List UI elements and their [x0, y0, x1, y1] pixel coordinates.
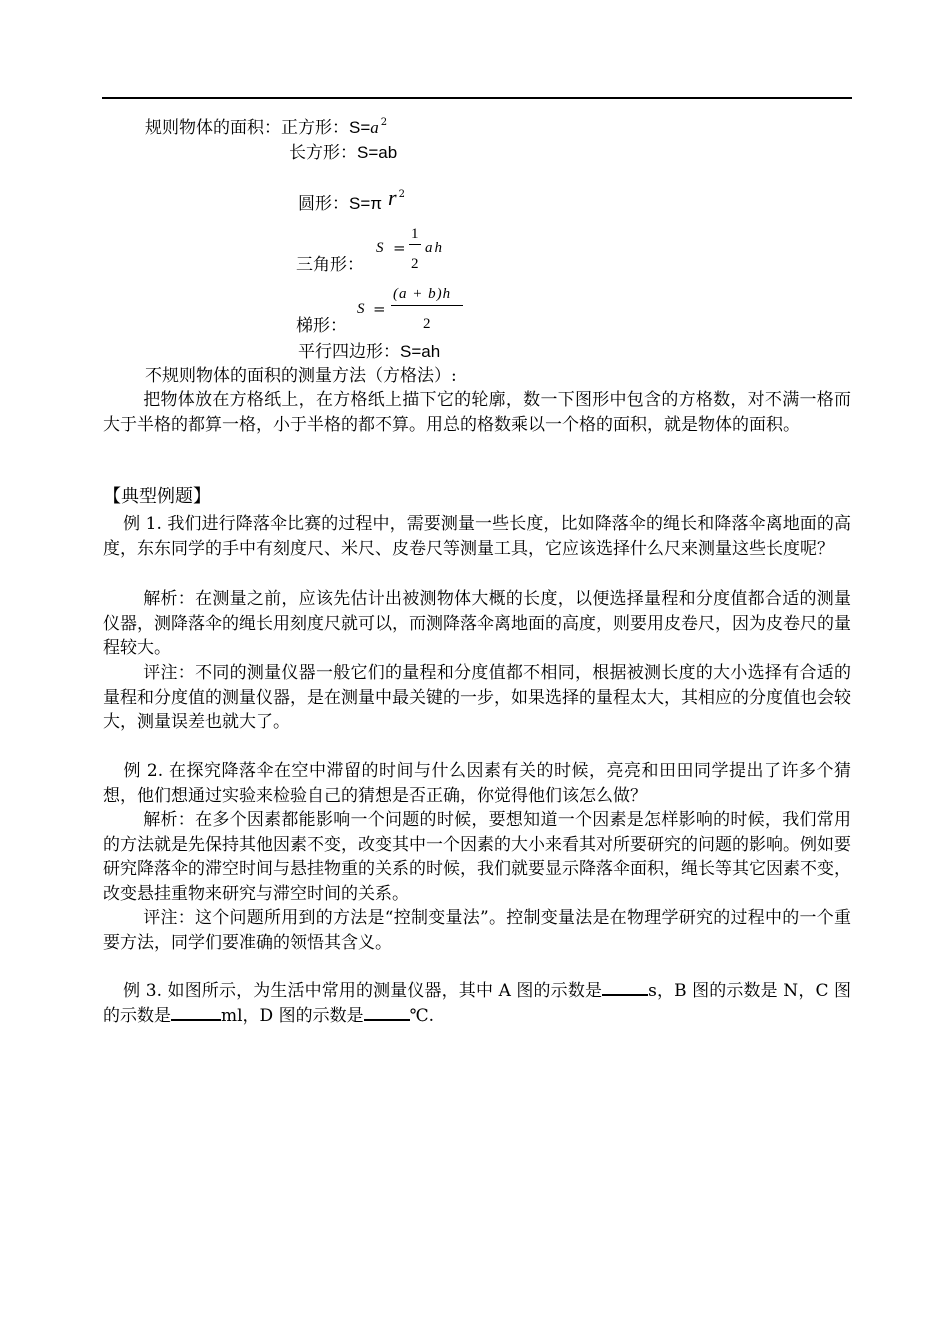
example2-analysis: 解析：在多个因素都能影响一个问题的时候，要想知道一个因素是怎样影响的时候，我们常用的方法就是先保持其他因素不变，改变其中一个因素的大小来看其对所要研究的问题的影响。例如要研究降落伞的滞空时间与悬挂物重的关系的时候，我们就要显示降落伞面积，绳长等其它因素不变，改变悬挂重物来研究与滞空时间的关系。 [103, 810, 851, 904]
example3-part4: ℃. [409, 1005, 435, 1026]
trapezoid-num: (a + b)h [393, 286, 452, 302]
example1-comment: 评注：不同的测量仪器一般它们的量程和分度值都不相同，根据被测长度的大小选择有合适的量程和分度值的测量仪器，是在测量中最关键的一步，如果选择的量程太大，其相应的分度值也会较大，测量误差也就大了。 [103, 663, 851, 732]
formula-rectangle [289, 143, 397, 163]
irregular-title: 不规则物体的面积的测量方法（方格法）: [145, 366, 457, 386]
circle-expr: S=π [349, 194, 382, 213]
formula-parallelogram [298, 342, 440, 362]
triangle-rest: ah [425, 240, 444, 256]
triangle-num: 1 [411, 226, 419, 242]
trapezoid-fraction-bar [391, 305, 463, 306]
example3-part3: ml，D 图的示数是 [221, 1005, 364, 1026]
circle-var: r [388, 185, 397, 210]
example1-question: 例 1. 我们进行降落伞比赛的过程中，需要测量一些长度，比如降落伞的绳长和降落伞离地面的高度，东东同学的手中有刻度尺、米尺、皮卷尺等测量工具，它应该选择什么尺来测量这些长度呢？ [103, 514, 851, 559]
answer-blank-d[interactable] [364, 1005, 410, 1021]
triangle-lhs: S [376, 240, 384, 256]
section-title: 【典型例题】 [103, 486, 211, 507]
example3-part2: s，B 图的示数是 N，C 图的示数是 [103, 981, 851, 1026]
trapezoid-label: 梯形： [296, 316, 347, 336]
square-exp: 2 [380, 117, 388, 128]
rectangle-expr: S=ab [357, 143, 398, 162]
example2-question: 例 2. 在探究降落伞在空中滞留的时间与什么因素有关的时候，亮亮和田田同学提出了许多个猜想，他们想通过实验来检验自己的猜想是否正确，你觉得他们该怎么做？ [103, 761, 851, 806]
square-var: a [370, 118, 379, 137]
parallelogram-expr: S=ah [400, 342, 441, 361]
trapezoid-den: 2 [423, 316, 431, 332]
triangle-label: 三角形： [296, 255, 364, 275]
square-expr: S= [349, 118, 371, 137]
formula-circle [298, 185, 405, 217]
example1-analysis: 解析：在测量之前，应该先估计出被测物体大概的长度，以便选择量程和分度值都合适的测量仪器，测降落伞的绳长用刻度尺就可以，而测降落伞离地面的高度，则要用皮卷尺，因为皮卷尺的量程较大。 [103, 589, 851, 658]
parallelogram-label: 平行四边形： [298, 342, 400, 362]
circle-label: 圆形： [298, 194, 349, 214]
trapezoid-lhs: S [357, 301, 365, 317]
triangle-den: 2 [411, 256, 419, 272]
square-label: 正方形： [281, 118, 349, 138]
example3-part1: 例 3. 如图所示，为生活中常用的测量仪器，其中 A 图的示数是 [123, 981, 603, 1001]
irregular-body: 把物体放在方格纸上，在方格纸上描下它的轮廓，数一下图形中包含的方格数，对不满一格而大于半格的都算一格，小于半格的都不算。用总的格数乘以一个格的面积，就是物体的面积。 [103, 390, 851, 435]
triangle-eq: = [393, 239, 406, 257]
circle-exp: 2 [398, 189, 405, 200]
intro-label: 规则物体的面积： [145, 118, 281, 138]
answer-blank-a[interactable] [602, 980, 648, 996]
answer-blank-c[interactable] [171, 1005, 221, 1021]
trapezoid-eq: = [373, 300, 386, 318]
example2-comment: 评注：这个问题所用到的方法是“控制变量法”。控制变量法是在物理学研究的过程中的一个重要方法，同学们要准确的领悟其含义。 [103, 908, 851, 953]
rectangle-label: 长方形： [289, 143, 357, 163]
formula-square [145, 118, 387, 141]
triangle-fraction-bar [409, 244, 421, 245]
example3-question [103, 979, 851, 1028]
header-rule [102, 97, 852, 99]
